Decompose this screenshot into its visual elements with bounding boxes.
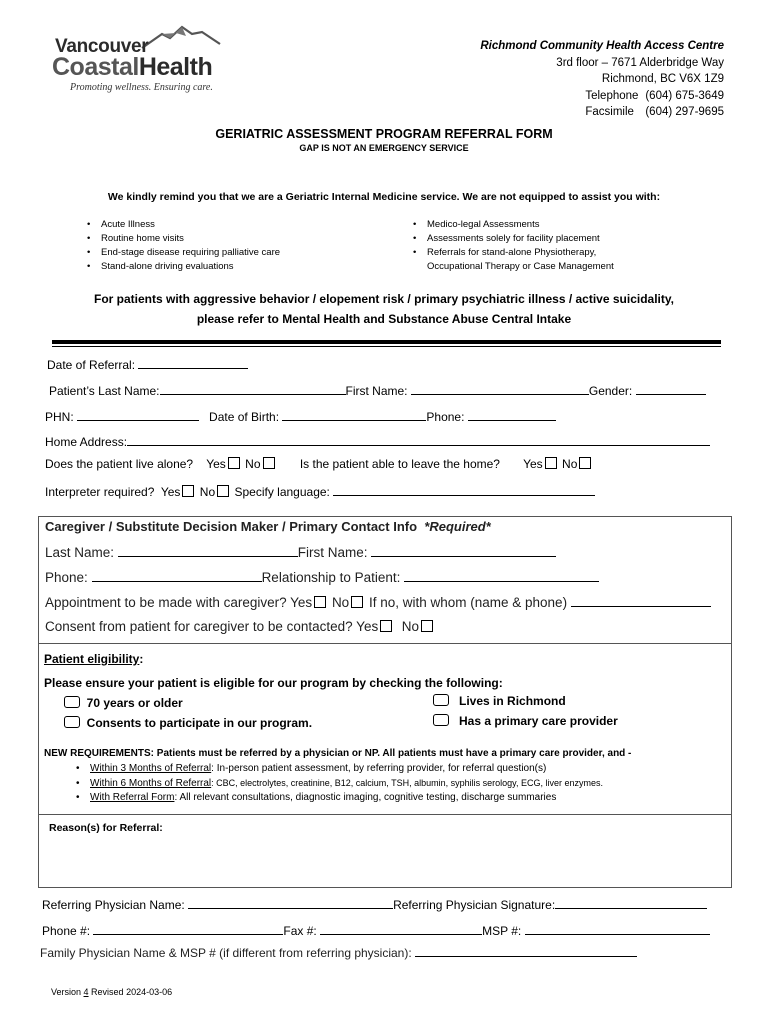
list-item: • Acute Illness (87, 218, 280, 232)
psychiatric-referral-notice (0, 289, 768, 329)
interpreter-row (45, 483, 595, 499)
caregiver-heading: Caregiver / Substitute Decision Maker / Primary Contact Info *Required* (45, 519, 491, 534)
cg-appt-yes-checkbox[interactable] (314, 596, 326, 608)
living-row (45, 457, 593, 471)
date-referral-field[interactable] (138, 356, 248, 369)
cg-relationship-label: Relationship to Patient: (261, 570, 401, 585)
logo-vancouver: Vancouver (55, 36, 149, 57)
family-phys-label: Family Physician Name & MSP # (if different from referring physician): (40, 946, 412, 960)
phone-label: Phone: (426, 410, 465, 424)
physician-row (42, 896, 707, 912)
cg-relationship-field[interactable] (404, 569, 599, 582)
family-phys-field[interactable] (415, 944, 637, 957)
exclusions-right (413, 218, 614, 274)
date-of-referral-row (47, 356, 248, 372)
reason-label: Reason(s) for Referral: (49, 822, 163, 834)
notice-line2: please refer to Mental Health and Substance Abuse Central Intake (196, 312, 572, 326)
org-telephone: Telephone (604) 675-3649 (585, 89, 724, 102)
consent-checkbox[interactable] (64, 716, 80, 728)
phys-phone-label: Phone #: (42, 924, 91, 938)
eligibility-heading: Patient eligibility: (44, 652, 144, 666)
physician-contact-row (42, 922, 710, 938)
list-item: • Within 6 Months of Referral: CBC, electrolytes, creatinine, B12, calcium, TSH, albumin, syphilis serology, ECG, liver enzymes. (76, 776, 603, 791)
list-item: • Routine home visits (87, 232, 280, 246)
no-label: No (401, 619, 419, 634)
age-checkbox[interactable] (64, 696, 80, 708)
phone-field[interactable] (468, 408, 556, 421)
list-item-continued: Occupational Therapy or Case Management (427, 261, 614, 272)
list-item: • Stand-alone driving evaluations (87, 260, 280, 274)
caregiver-appt-row (45, 594, 711, 610)
phn-row (45, 408, 556, 424)
list-item: • Assessments solely for facility placement (413, 232, 614, 246)
phys-name-label: Referring Physician Name: (42, 898, 185, 912)
address-field[interactable] (127, 433, 710, 446)
org-address1: 3rd floor – 7671 Alderbridge Way (556, 56, 724, 69)
list-item: • Within 3 Months of Referral: In-person patient assessment, by referring provider, for referral question(s) (76, 762, 603, 776)
criterion-consent: Consents to participate in our program. (64, 716, 312, 730)
cg-last-name-field[interactable] (118, 544, 298, 557)
requirements-list (76, 762, 603, 805)
cg-first-name-label: First Name: (297, 545, 368, 560)
org-name: Richmond Community Health Access Centre (480, 40, 724, 52)
cg-phone-label: Phone: (45, 570, 88, 585)
cg-consent-label: Consent from patient for caregiver to be contacted? Yes (45, 619, 379, 634)
no-label: No (331, 595, 350, 610)
no-label: No (562, 457, 578, 471)
cg-last-name-label: Last Name: (45, 545, 115, 560)
phys-fax-field[interactable] (320, 922, 482, 935)
richmond-checkbox[interactable] (433, 694, 449, 706)
phys-fax-label: Fax #: (283, 924, 317, 938)
phys-signature-label: Referring Physician Signature: (393, 898, 556, 912)
interpreter-label: Interpreter required? (45, 485, 155, 499)
phys-signature-field[interactable] (555, 896, 707, 909)
last-name-field[interactable] (160, 382, 346, 395)
date-referral-label: Date of Referral: (47, 358, 136, 372)
list-item: • Referrals for stand-alone Physiotherapy, (413, 246, 614, 260)
primary-care-checkbox[interactable] (433, 714, 449, 726)
cg-ifno-field[interactable] (571, 594, 711, 607)
family-physician-row (40, 944, 637, 960)
eligibility-instruction: Please ensure your patient is eligible for our program by checking the following: (44, 676, 503, 690)
new-requirements: NEW REQUIREMENTS: Patients must be referred by a physician or NP. All patients must have a primary care provider, and - (44, 748, 632, 759)
caregiver-consent-row (45, 619, 435, 634)
logo-tagline: Promoting wellness. Ensuring care. (70, 82, 213, 93)
yes-label: Yes (206, 457, 226, 471)
list-item: • With Referral Form: All relevant consultations, diagnostic imaging, cognitive testing, discharge summaries (76, 791, 603, 805)
dob-label: Date of Birth: (209, 410, 280, 424)
org-fax: Facsimile (604) 297-9695 (585, 106, 724, 118)
phn-field[interactable] (77, 408, 199, 421)
phys-msp-field[interactable] (525, 922, 710, 935)
leave-home-label: Is the patient able to leave the home? (299, 457, 500, 471)
criterion-age: 70 years or older (64, 696, 183, 710)
cg-appt-no-checkbox[interactable] (351, 596, 363, 608)
no-label: No (245, 457, 261, 471)
criterion-richmond: Lives in Richmond (433, 694, 566, 708)
first-name-field[interactable] (411, 382, 589, 395)
cg-ifno-label: If no, with whom (name & phone) (368, 595, 568, 610)
exclusions-left (87, 218, 280, 274)
notice-line1: For patients with aggressive behavior / elopement risk / primary psychiatric illness / active suicidality, (94, 292, 674, 306)
specify-language-label: Specify language: (234, 485, 330, 499)
form-title: GERIATRIC ASSESSMENT PROGRAM REFERRAL FORM (215, 127, 553, 141)
required-marker: *Required* (424, 519, 491, 534)
cg-first-name-field[interactable] (371, 544, 556, 557)
dob-field[interactable] (282, 408, 426, 421)
cg-appt-label: Appointment to be made with caregiver? Yes (45, 595, 313, 610)
yes-label: Yes (160, 485, 181, 499)
list-item: • Medico-legal Assessments (413, 218, 614, 232)
divider-thin (52, 346, 721, 347)
divider (52, 340, 721, 344)
live-alone-label: Does the patient live alone? (45, 457, 194, 471)
phn-label: PHN: (45, 410, 74, 424)
leave-home-yes-checkbox[interactable] (545, 457, 557, 469)
form-subtitle: GAP IS NOT AN EMERGENCY SERVICE (299, 143, 469, 153)
list-item: • End-stage disease requiring palliative care (87, 246, 280, 260)
patient-name-row (49, 382, 706, 398)
service-reminder: We kindly remind you that we are a Geriatric Internal Medicine service. We are not equipped to assist you with: (107, 191, 661, 203)
last-name-label: Patient’s Last Name: (49, 384, 160, 398)
phys-phone-field[interactable] (93, 922, 283, 935)
first-name-label: First Name: (345, 384, 408, 398)
no-label: No (199, 485, 216, 499)
phys-msp-label: MSP #: (482, 924, 522, 938)
version-footer: Version 4 Revised 2024-03-06 (51, 987, 173, 997)
cg-consent-no-checkbox[interactable] (421, 620, 433, 632)
language-field[interactable] (333, 483, 595, 496)
mountain-logo-icon (140, 24, 222, 50)
leave-home-no-checkbox[interactable] (579, 457, 591, 469)
gender-label: Gender: (588, 384, 633, 398)
interpreter-no-checkbox[interactable] (217, 485, 229, 497)
caregiver-name-row (45, 544, 556, 560)
org-address2: Richmond, BC V6X 1Z9 (601, 73, 724, 85)
cg-phone-field[interactable] (92, 569, 262, 582)
criterion-primary-care: Has a primary care provider (433, 714, 618, 728)
live-alone-yes-checkbox[interactable] (228, 457, 240, 469)
cg-consent-yes-checkbox[interactable] (380, 620, 392, 632)
phys-name-field[interactable] (188, 896, 393, 909)
address-row (45, 433, 710, 449)
gender-field[interactable] (636, 382, 706, 395)
logo-coastal-health: CoastalHealth (52, 53, 213, 81)
live-alone-no-checkbox[interactable] (263, 457, 275, 469)
caregiver-phone-row (45, 569, 599, 585)
yes-label: Yes (523, 457, 543, 471)
org-address-block (480, 38, 724, 121)
interpreter-yes-checkbox[interactable] (182, 485, 194, 497)
address-label: Home Address: (45, 435, 128, 449)
